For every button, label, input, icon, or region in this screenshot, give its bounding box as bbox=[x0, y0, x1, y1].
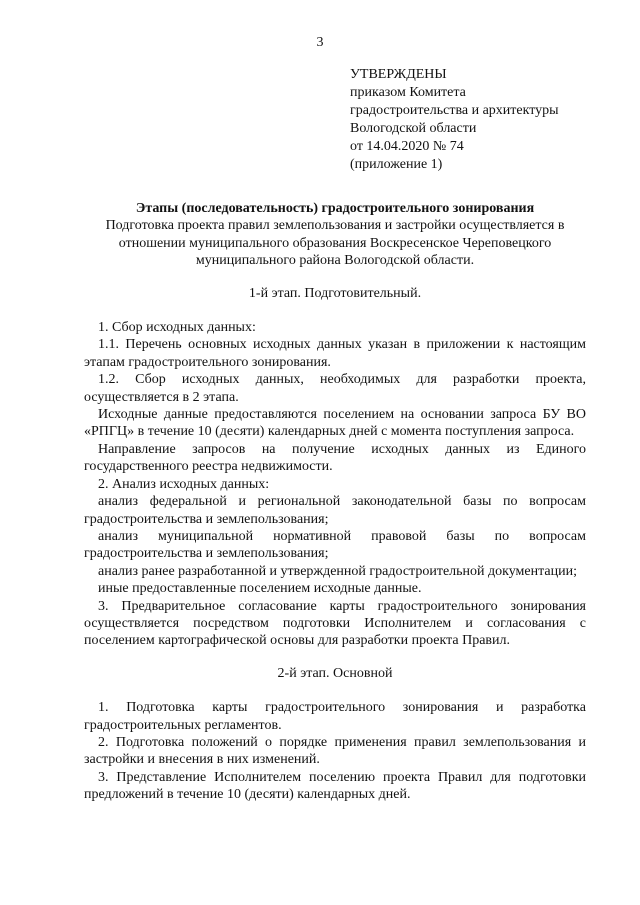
approval-line: градостроительства и архитектуры bbox=[350, 103, 559, 118]
paragraph: Исходные данные предоставляются поселением на основании запроса БУ ВО «РПГЦ» в течение 10 (десяти) календарных дней с момента поступления запроса. bbox=[84, 407, 586, 440]
approval-line: Вологодской области bbox=[350, 121, 477, 136]
paragraph: 1. Сбор исходных данных: bbox=[98, 320, 256, 336]
paragraph: 2. Подготовка положений о порядке применения правил землепользования и застройки и внесения в них изменений. bbox=[84, 734, 586, 768]
paragraph: 1. Подготовка карты градостроительного зонирования и разработка градостроительных регламентов. bbox=[84, 700, 586, 733]
approval-heading: УТВЕРЖДЕНЫ bbox=[350, 67, 447, 82]
paragraph: 2. Анализ исходных данных: bbox=[98, 476, 270, 492]
stage2-heading: 2-й этап. Основной bbox=[277, 665, 393, 681]
paragraph: Направление запросов на получение исходных данных из Единого государственного реестра недвижимости. bbox=[84, 441, 586, 475]
paragraph: 3. Предварительное согласование карты градостроительного зонирования осуществляется посредством подготовки Исполнителем и согласования с поселением картографической основы для разработки проекта Правил. bbox=[84, 598, 586, 649]
paragraph: 1.1. Перечень основных исходных данных указан в приложении к настоящим этапам градостроительного зонирования. bbox=[84, 337, 586, 370]
approval-block bbox=[350, 66, 559, 174]
paragraph: анализ федеральной и региональной законодательной базы по вопросам градостроительства и землепользования; bbox=[84, 494, 586, 527]
page-number: 3 bbox=[316, 35, 324, 50]
document-body bbox=[84, 200, 586, 804]
approval-line: приказом Комитета bbox=[350, 85, 466, 100]
paragraph: 3. Представление Исполнителем поселению проекта Правил для подготовки предложений в течение 10 (десяти) календарных дней. bbox=[84, 769, 586, 803]
paragraph: иные предоставленные поселением исходные данные. bbox=[98, 581, 422, 597]
approval-date: от 14.04.2020 № 74 bbox=[350, 139, 464, 154]
stage1-heading: 1-й этап. Подготовительный. bbox=[248, 285, 422, 301]
document-intro: Подготовка проекта правил землепользования и застройки осуществляется в отношении муниципального образования Воскресенское Череповецкого муниципального района Вологодской области. bbox=[105, 218, 565, 269]
approval-appendix: (приложение 1) bbox=[350, 157, 443, 172]
paragraph: анализ ранее разработанной и утвержденной градостроительной документации; bbox=[98, 563, 577, 579]
paragraph: 1.2. Сбор исходных данных, необходимых для разработки проекта, осуществляется в 2 этапа. bbox=[84, 372, 586, 405]
paragraph: анализ муниципальной нормативной правовой базы по вопросам градостроительства и землепользования; bbox=[84, 528, 586, 562]
document-title: Этапы (последовательность) градостроительного зонирования bbox=[135, 201, 535, 216]
